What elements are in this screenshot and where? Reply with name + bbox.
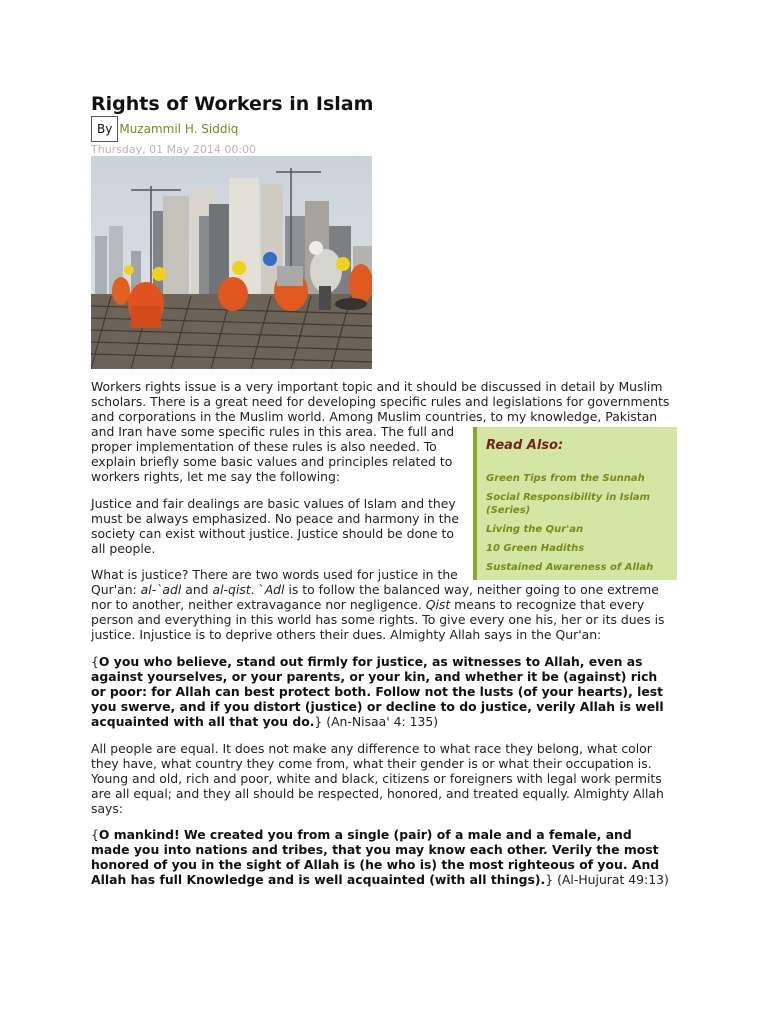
quote-open-brace: { bbox=[91, 827, 99, 842]
paragraph-3-line-2 bbox=[91, 582, 659, 597]
quote-text: acquainted with all that you do. bbox=[91, 714, 315, 729]
read-also-link-4[interactable]: 10 Green Hadiths bbox=[486, 543, 585, 554]
paragraph-2-line-4: all people. bbox=[91, 541, 156, 556]
paragraph-1-line-2: scholars. There is a great need for developing specific rules and legislations for governments bbox=[91, 394, 670, 409]
read-also-box bbox=[473, 427, 677, 580]
quote-2-line-4 bbox=[91, 872, 669, 887]
paragraph-1-line-6: explain briefly some basic values and principles related to bbox=[91, 454, 453, 469]
quote-text: O mankind! We created you from a single (pair) of a male and a female, and bbox=[98, 827, 632, 842]
paragraph-2-line-2: must be always emphasized. No peace and harmony in the bbox=[91, 511, 460, 526]
publish-date: Thursday, 01 May 2014 00:00 bbox=[91, 143, 257, 156]
byline bbox=[91, 116, 238, 142]
text-run: . ` bbox=[250, 582, 265, 597]
quote-reference: } (An-Nisaa' 4: 135) bbox=[314, 714, 439, 729]
quote-reference: } (Al-Hujurat 49:13) bbox=[545, 872, 669, 887]
quote-2-line-2 bbox=[91, 842, 659, 857]
article-title: Rights of Workers in Islam bbox=[91, 93, 374, 115]
read-also-link-2[interactable]: Social Responsibility in Islam (Series) bbox=[486, 492, 651, 516]
paragraph-1-line-7: workers rights, let me say the following: bbox=[91, 469, 341, 484]
term-adl: Adl bbox=[264, 582, 285, 597]
by-label: By bbox=[91, 116, 118, 142]
quote-1-line-2 bbox=[91, 669, 657, 684]
quote-open-brace: { bbox=[91, 654, 99, 669]
quote-2-line-3 bbox=[91, 857, 659, 872]
text-run: nor to another, neither extravagance nor negligence. bbox=[91, 597, 426, 612]
paragraph-4-line-5: says: bbox=[91, 801, 124, 816]
article-photo bbox=[91, 156, 372, 369]
quote-text: or poor: for Allah can best protect both. Follow not the lusts (of your hearts), lest bbox=[91, 684, 664, 699]
text-run: and bbox=[181, 582, 213, 597]
paragraph-3-line-5: justice. Injustice is to deprive others their dues. Almighty Allah says in the Qur'an: bbox=[91, 627, 602, 642]
paragraph-2-line-1: Justice and fair dealings are basic values of Islam and they bbox=[91, 496, 456, 511]
term-al-adl: al-`adl bbox=[140, 582, 182, 597]
quote-1-line-3 bbox=[91, 684, 663, 699]
paragraph-1-line-1: Workers rights issue is a very important topic and it should be discussed in detail by Muslim bbox=[91, 379, 663, 394]
quote-text: against yourselves, or your parents, or your kin, and whether it be (against) rich bbox=[91, 669, 658, 684]
text-run: Qur'an: bbox=[91, 582, 141, 597]
read-also-title: Read Also: bbox=[486, 438, 564, 453]
quote-1-line-1 bbox=[91, 654, 643, 669]
quote-1-line-5 bbox=[91, 714, 438, 729]
quote-2-line-1 bbox=[91, 827, 632, 842]
quote-text: made you into nations and tribes, that you may know each other. Verily the most bbox=[91, 842, 659, 857]
paragraph-3-line-3 bbox=[91, 597, 644, 612]
paragraph-4-line-3: Young and old, rich and poor, white and black, citizens or foreigners with legal work permits bbox=[91, 771, 662, 786]
paragraph-1-line-5: proper implementation of these rules is also needed. To bbox=[91, 439, 437, 454]
read-also-link-1[interactable]: Green Tips from the Sunnah bbox=[486, 473, 645, 484]
quote-text: honored of you in the sight of Allah is (he who is) the most righteous of you. And bbox=[91, 857, 660, 872]
paragraph-4-line-4: are all equal; and they all should be respected, honored, and treated equally. Almighty Allah bbox=[91, 786, 664, 801]
paragraph-1-line-4: and Iran have some specific rules in this area. The full and bbox=[91, 424, 455, 439]
text-run: means to recognize that every bbox=[450, 597, 645, 612]
quote-text: Allah has full Knowledge and is well acquainted (with all things). bbox=[91, 872, 546, 887]
read-also-link-3[interactable]: Living the Qur'an bbox=[486, 524, 584, 535]
text-run: is to follow the balanced way, neither going to one extreme bbox=[284, 582, 659, 597]
paragraph-1-line-3: and corporations in the Muslim world. Among Muslim countries, to my knowledge, Pakistan bbox=[91, 409, 658, 424]
paragraph-4-line-2: they have, what country they come from, what their gender is or what their occupation is. bbox=[91, 756, 652, 771]
read-also-link-5[interactable]: Sustained Awareness of Allah bbox=[486, 562, 654, 573]
author-link[interactable]: Muzammil H. Siddiq bbox=[119, 122, 239, 136]
quote-text: you swerve, and if you distort (justice) or decline to do justice, verily Allah is well bbox=[91, 699, 664, 714]
quote-1-line-4 bbox=[91, 699, 664, 714]
term-al-qist: al-qist bbox=[212, 582, 251, 597]
paragraph-4-line-1: All people are equal. It does not make any difference to what race they belong, what color bbox=[91, 741, 652, 756]
paragraph-2-line-3: society can exist without justice. Justice should be done to bbox=[91, 526, 454, 541]
term-qist: Qist bbox=[425, 597, 451, 612]
paragraph-3-line-1: What is justice? There are two words used for justice in the bbox=[91, 567, 458, 582]
quote-text: O you who believe, stand out firmly for justice, as witnesses to Allah, even as bbox=[98, 654, 643, 669]
paragraph-3-line-4: person and everything in this world has some rights. To give every one his, her or its dues is bbox=[91, 612, 665, 627]
